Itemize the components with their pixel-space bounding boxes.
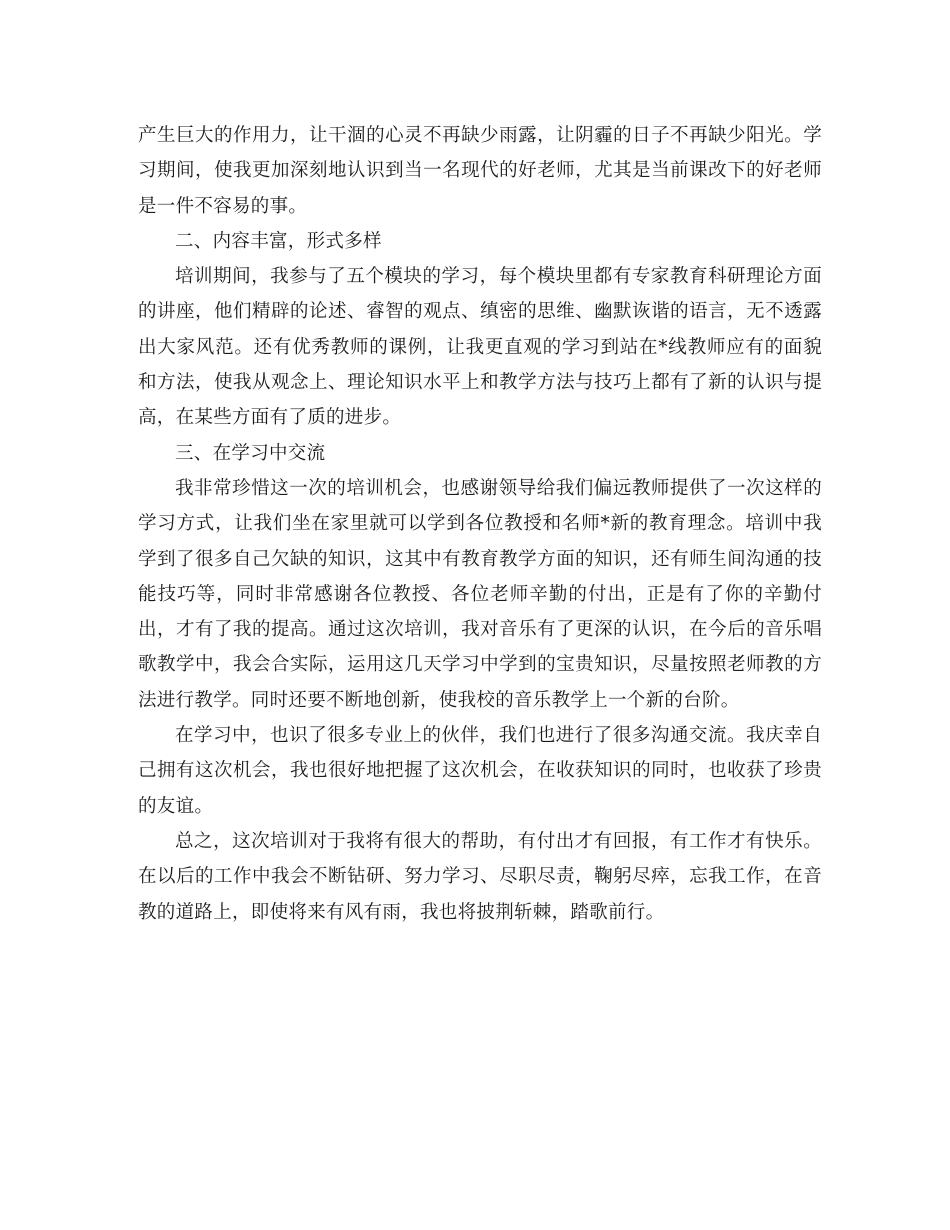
paragraph-training-opportunity: 我非常珍惜这一次的培训机会，也感谢领导给我们偏远教师提供了一次这样的学习方式，让我们坐在家里就可以学到各位教授和名师*新的教育理念。培训中我学到了很多自己欠缺的知识，这其中有教育教学方面的知识，还有师生间沟通的技能技巧等，同时非常感谢各位教授、各位老师辛勤的付出，正是有了你的辛勤付出，才有了我的提高。通过这次培训，我对音乐有了更深的认识，在今后的音乐唱歌教学中，我会合实际，运用这几天学习中学到的宝贵知识，尽量按照老师教的方法进行教学。同时还要不断地创新，使我校的音乐教学上一个新的台阶。 xyxy=(138,477,822,711)
section-heading-two: 二、内容丰富，形式多样 xyxy=(175,230,382,252)
paragraph-conclusion: 总之，这次培训对于我将有很大的帮助，有付出才有回报，有工作才有快乐。在以后的工作中我会不断钻研、努力学习、尽职尽责，鞠躬尽瘁，忘我工作，在音教的道路上，即使将来有风有雨，我也将披荆斩棘，踏歌前行。 xyxy=(138,830,822,923)
document-body xyxy=(138,118,822,930)
paragraph-training-modules: 培训期间，我参与了五个模块的学习，每个模块里都有专家教育科研理论方面的讲座，他们精辟的论述、睿智的观点、缜密的思维、幽默诙谐的语言，无不透露出大家风范。还有优秀教师的课例，让我更直观的学习到站在*线教师应有的面貌和方法，使我从观念上、理论知识水平上和教学方法与技巧上都有了新的认识与提高，在某些方面有了质的进步。 xyxy=(138,266,822,429)
paragraph-partners: 在学习中，也识了很多专业上的伙伴，我们也进行了很多沟通交流。我庆幸自己拥有这次机会，我也很好地把握了这次机会，在收获知识的同时，也收获了珍贵的友谊。 xyxy=(138,725,822,817)
paragraph-continuation: 产生巨大的作用力，让干涸的心灵不再缺少雨露，让阴霾的日子不再缺少阳光。学习期间，使我更加深刻地认识到当一名现代的好老师，尤其是当前课改下的好老师是一件不容易的事。 xyxy=(138,125,822,217)
section-heading-three: 三、在学习中交流 xyxy=(175,442,326,464)
